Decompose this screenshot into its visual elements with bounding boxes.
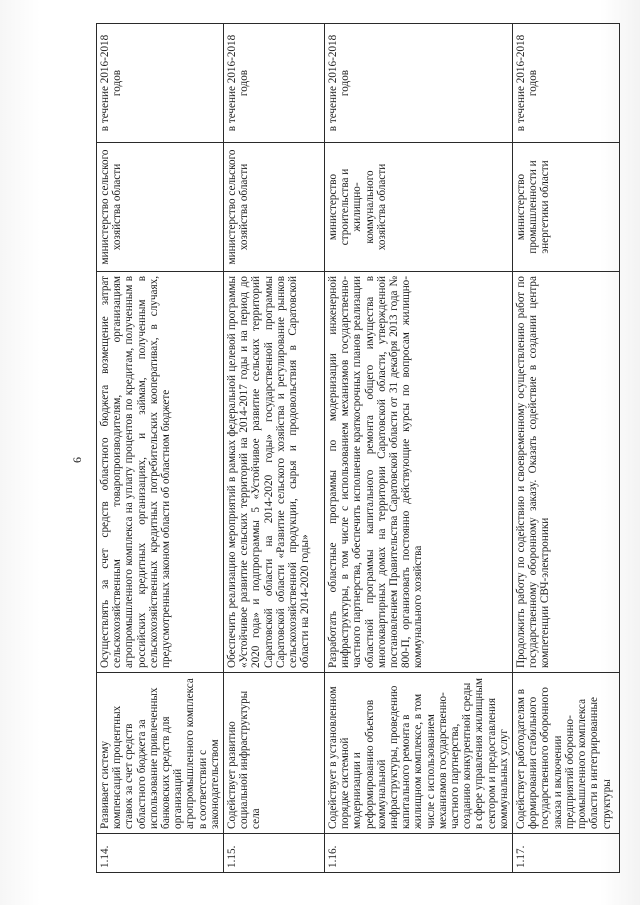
table-row bbox=[325, 24, 513, 873]
actions-cell: Продолжить работу по содействию и своевременному осуществлению работ по государственному оборонному заказу. Оказать содействие в создании центра компетенции СВЧ-электроники bbox=[513, 272, 620, 673]
measure-cell: Содействует развитию социальной инфраструктуры села bbox=[224, 673, 325, 834]
measure-cell: Развивает систему компенсаций процентных ставок за счет средств областного бюджета за использование привлеченных банковских средств для организаций агропромышленного комплекса в соответствии с законодательством bbox=[97, 673, 224, 834]
table-row bbox=[97, 24, 224, 873]
table-row bbox=[224, 24, 325, 873]
term-cell: в течение 2016-2018 годов bbox=[224, 24, 325, 143]
row-number: 1.14. bbox=[97, 834, 224, 873]
actions-cell: Осуществлять за счет средств областного бюджета возмещение затрат сельскохозяйственным товаропроизводителям, организациям агропромышленного комплекса на уплату процентов по кредитам, полученным в российских кредитных организациях, и займам, полученным в сельскохозяйственных кредитных потребительских кооперативах, в случаях, предусмотренных законом области об областном бюджете bbox=[97, 272, 224, 673]
measure-cell: Содействует в установленном порядке системной модернизации и реформированию объектов коммунальной инфраструктуры, проведению капитального ремонта в жилищном комплексе, в том числе с использованием механизмов государственно-частного партнерства, созданию конкурентной среды в сфере управления жилищным сектором и предоставления коммунальных услуг bbox=[325, 673, 513, 834]
table-row bbox=[513, 24, 620, 873]
executor-cell: министерство сельского хозяйства области bbox=[224, 143, 325, 272]
row-number: 1.17. bbox=[513, 834, 620, 873]
row-number: 1.15. bbox=[224, 834, 325, 873]
executor-cell: министерство сельского хозяйства области bbox=[97, 143, 224, 272]
term-cell: в течение 2016-2018 годов bbox=[325, 24, 513, 143]
term-cell: в течение 2016-2018 годов bbox=[97, 24, 224, 143]
row-number: 1.16. bbox=[325, 834, 513, 873]
executor-cell: министерство промышленности и энергетики области bbox=[513, 143, 620, 272]
actions-cell: Обеспечить реализацию мероприятий в рамках федеральной целевой программы «Устойчивое развитие сельских территорий на 2014-2017 годы и на период до 2020 года» и подпрограммы 5 «Устойчивое развитие сельских территорий Саратовской области на 2014-2020 годы» государственной программы Саратовской области «Развитие сельского хозяйства и регулирование рынков сельскохозяйственной продукции, сырья и продовольствия в Саратовской области на 2014-2020 годы» bbox=[224, 272, 325, 673]
page-number: 6 bbox=[70, 457, 84, 463]
measure-cell: Содействует работодателям в формировании стабильного государственного оборонного заказа и включении предприятий оборонно-промышленного комплекса области в интегрированные структуры bbox=[513, 673, 620, 834]
measures-table bbox=[96, 23, 620, 873]
term-cell: в течение 2016-2018 годов bbox=[513, 24, 620, 143]
executor-cell: министерство строительства и жилищно-коммунального хозяйства области bbox=[325, 143, 513, 272]
actions-cell: Разработать областные программы по модернизации инженерной инфраструктуры, в том числе с использованием механизмов государственно-частного партнерства, обеспечить исполнение краткосрочных планов реализации областной программы капитального ремонта общего имущества в многоквартирных домах на территории Саратовской области, утвержденной постановлением Правительства Саратовской области от 31 декабря 2013 года № 800-П, организовать постоянно действующие курсы по вопросам жилищно-коммунального хозяйства bbox=[325, 272, 513, 673]
